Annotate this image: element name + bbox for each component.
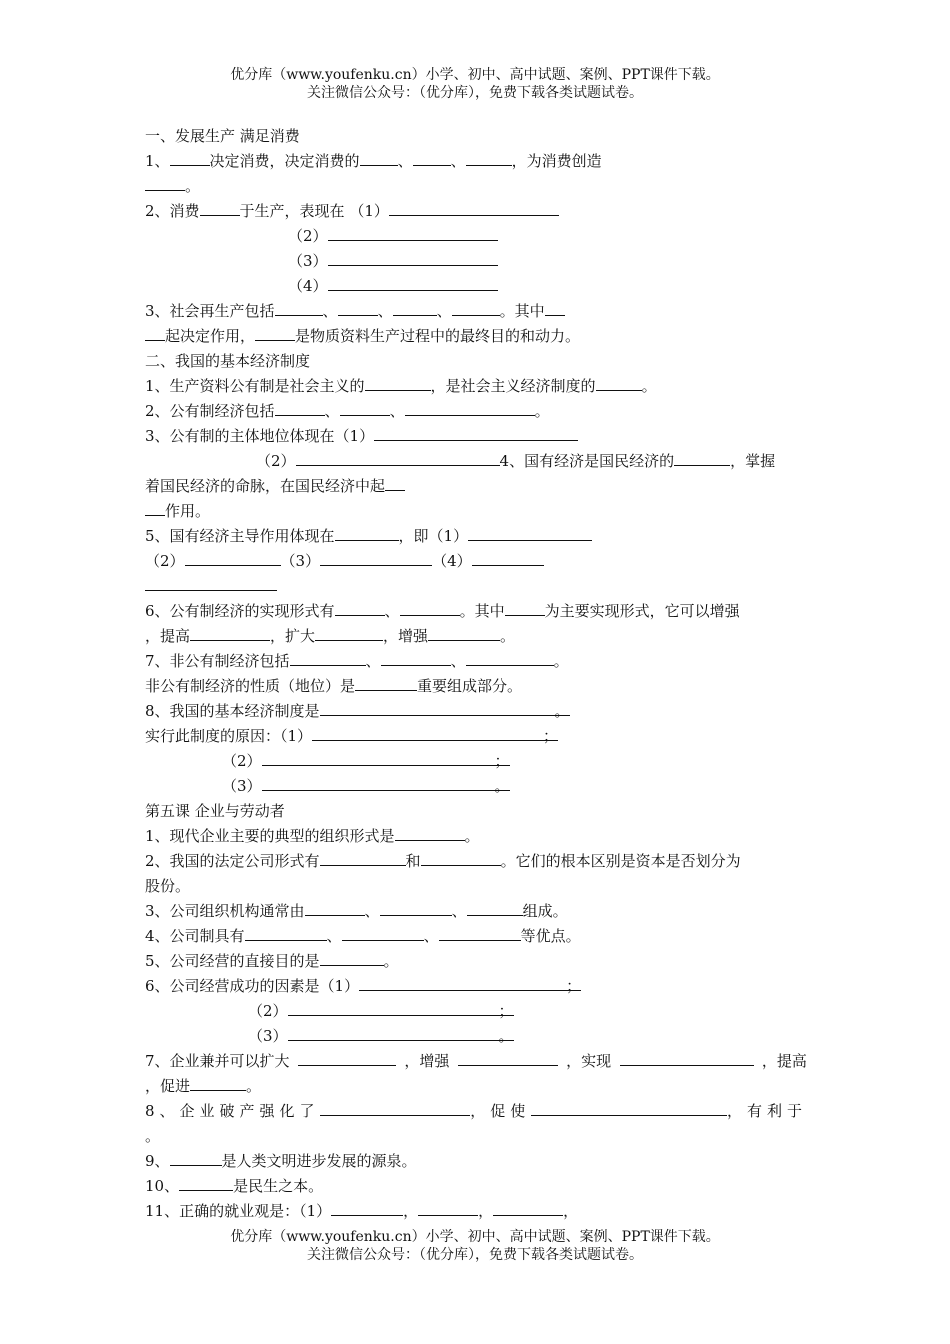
blank[interactable]: [467, 901, 523, 916]
blank[interactable]: [458, 1051, 558, 1066]
question-2-5-cont: [145, 576, 277, 596]
blank[interactable]: [389, 201, 559, 216]
question-1-2: 2、消费 于生产，表现在 （1）: [145, 201, 559, 221]
blank[interactable]: [380, 901, 452, 916]
section-1-title: 一、发展生产 满足消费: [145, 127, 300, 145]
blank[interactable]: [179, 1176, 233, 1191]
question-2-7: 7、非公有制经济包括 、 、 。: [145, 652, 569, 670]
blank[interactable]: [413, 151, 451, 166]
blank[interactable]: [145, 501, 165, 516]
section-2-title: 二、我国的基本经济制度: [145, 352, 311, 370]
blank[interactable]: [466, 651, 554, 666]
blank[interactable]: [342, 926, 424, 941]
question-1-1: 1、 决定消费，决定消费的 、 、 ，为消费创造: [145, 152, 602, 170]
question-2-3: 3、公有制的主体地位体现在（1）: [145, 426, 578, 446]
question-3-6: 6、公司经营成功的因素是（1） ；: [145, 977, 582, 995]
question-2-2: 2、公有制经济包括 、 、 。: [145, 402, 550, 420]
blank[interactable]: [468, 526, 592, 541]
blank[interactable]: [305, 901, 365, 916]
blank[interactable]: [170, 1151, 222, 1166]
blank[interactable]: [466, 151, 512, 166]
blank[interactable]: [674, 451, 730, 466]
blank[interactable]: [439, 926, 521, 941]
blank[interactable]: [328, 251, 498, 266]
blank[interactable]: [275, 401, 325, 416]
blank[interactable]: [298, 1051, 396, 1066]
blank[interactable]: [331, 1201, 403, 1216]
question-3-11: 11、正确的就业观是：（1） ， ， ，: [145, 1202, 579, 1220]
question-3-7: 7、企业兼并可以扩大 ，增强 ，实现 ，提高: [145, 1052, 807, 1070]
question-3-6-factor-3: （3） 。: [248, 1027, 514, 1045]
blank[interactable]: [381, 651, 451, 666]
blank[interactable]: 。: [262, 776, 510, 791]
blank[interactable]: [596, 376, 642, 391]
blank[interactable]: [335, 601, 385, 616]
header-line-1: 优分库（www.youfenku.cn）小学、初中、高中试题、案例、PPT课件下载。: [230, 67, 720, 83]
blank[interactable]: [493, 1201, 563, 1216]
question-2-6-cont: ，提高 ，扩大 ，增强 。: [145, 627, 516, 645]
blank[interactable]: [395, 826, 465, 841]
blank[interactable]: [145, 326, 165, 341]
blank[interactable]: [320, 1101, 470, 1116]
blank[interactable]: [531, 1101, 727, 1116]
question-3-4: 4、公司制具有 、 、 等优点。: [145, 927, 581, 945]
blank[interactable]: [545, 301, 565, 316]
question-1-1-cont: 。: [145, 176, 200, 196]
blank[interactable]: [620, 1051, 754, 1066]
footer-line-2: 关注微信公众号：（优分库），免费下载各类试题试卷。: [307, 1247, 643, 1263]
blank[interactable]: [320, 851, 406, 866]
page-header: [0, 66, 950, 102]
blank[interactable]: [190, 626, 270, 641]
blank[interactable]: [505, 601, 545, 616]
blank[interactable]: ；: [312, 726, 558, 741]
blank[interactable]: [296, 451, 500, 466]
question-2-4-cont-2: 作用。: [145, 501, 210, 521]
blank[interactable]: 。: [288, 1026, 514, 1041]
question-2-8-reason-3: （3） 。: [222, 777, 510, 795]
question-3-9: 9、 是人类文明进步发展的源泉。: [145, 1152, 417, 1170]
question-2-4-cont: 着国民经济的命脉，在国民经济中起: [145, 476, 405, 496]
blank[interactable]: [452, 301, 500, 316]
question-2-8-reason-2: （2） ；: [222, 752, 510, 770]
question-1-3: 3、社会再生产包括 、 、 、 。其中: [145, 301, 565, 321]
header-line-2: 关注微信公众号：（优分库），免费下载各类试题试卷。: [307, 85, 643, 101]
blank[interactable]: [170, 151, 210, 166]
blank[interactable]: [428, 626, 500, 641]
question-3-8: 8、企业破产强化了 ，促使 ，有利于: [145, 1102, 807, 1120]
blank[interactable]: 。: [320, 701, 570, 716]
blank[interactable]: [245, 926, 327, 941]
blank[interactable]: [275, 301, 323, 316]
blank[interactable]: [360, 151, 398, 166]
blank[interactable]: [320, 951, 384, 966]
question-2-1: 1、生产资料公有制是社会主义的 ，是社会主义经济制度的 。: [145, 377, 657, 395]
question-2-5: 5、国有经济主导作用体现在 ，即（1）: [145, 526, 592, 546]
blank[interactable]: [405, 401, 535, 416]
question-2-8-reason-1: 实行此制度的原因：（1） ；: [145, 727, 559, 745]
question-2-5-points: （2） （3） （4）: [145, 551, 544, 571]
question-3-1: 1、现代企业主要的典型的组织形式是 。: [145, 827, 480, 845]
blank[interactable]: [338, 301, 378, 316]
question-3-3: 3、公司组织机构通常由 、 、 组成。: [145, 902, 568, 920]
question-1-2-point-2: （2）: [288, 226, 498, 246]
question-3-10: 10、 是民生之本。: [145, 1177, 324, 1195]
blank[interactable]: ；: [288, 1001, 514, 1016]
question-3-5: 5、公司经营的直接目的是 。: [145, 952, 399, 970]
question-3-2-cont: 股份。: [145, 877, 191, 895]
question-2-6: 6、公有制经济的实现形式有 、 。其中 为主要实现形式，它可以增强: [145, 602, 740, 620]
blank[interactable]: [400, 601, 460, 616]
question-1-3-cont: 起决定作用， 是物质资料生产过程中的最终目的和动力。: [145, 326, 580, 346]
blank[interactable]: [328, 276, 498, 291]
question-2-8: 8、我国的基本经济制度是 。: [145, 702, 570, 720]
blank[interactable]: [145, 176, 185, 191]
blank[interactable]: [255, 326, 295, 341]
blank[interactable]: [374, 426, 578, 441]
blank[interactable]: [365, 376, 431, 391]
blank[interactable]: [421, 851, 501, 866]
question-1-2-point-4: （4）: [288, 276, 498, 296]
blank[interactable]: ；: [262, 751, 510, 766]
blank[interactable]: [393, 301, 437, 316]
blank[interactable]: [290, 651, 366, 666]
section-3-title: 第五课 企业与劳动者: [145, 802, 285, 820]
question-2-3-point-2: （2） 4、国有经济是国民经济的 ，掌握: [256, 452, 776, 470]
question-3-7-cont: ，促进 。: [145, 1077, 262, 1095]
blank[interactable]: [320, 551, 432, 566]
blank[interactable]: [472, 551, 544, 566]
blank[interactable]: [328, 226, 498, 241]
question-2-7-cont: 非公有制经济的性质（地位）是 重要组成部分。: [145, 677, 523, 695]
blank[interactable]: [418, 1201, 478, 1216]
blank[interactable]: ；: [359, 976, 581, 991]
blank[interactable]: [145, 576, 277, 591]
footer-line-1: 优分库（www.youfenku.cn）小学、初中、高中试题、案例、PPT课件下载。: [230, 1229, 720, 1245]
blank[interactable]: [355, 676, 417, 691]
blank[interactable]: [385, 476, 405, 491]
blank[interactable]: [185, 551, 281, 566]
page-footer: [0, 1228, 950, 1264]
question-3-8-cont: 。: [145, 1127, 161, 1145]
blank[interactable]: [340, 401, 390, 416]
blank[interactable]: [190, 1076, 246, 1091]
blank[interactable]: [335, 526, 399, 541]
question-3-2: 2、我国的法定公司形式有 和 。它们的根本区别是资本是否划分为: [145, 852, 741, 870]
question-3-6-factor-2: （2） ；: [248, 1002, 514, 1020]
blank[interactable]: [200, 201, 240, 216]
blank[interactable]: [315, 626, 383, 641]
question-1-2-point-3: （3）: [288, 251, 498, 271]
